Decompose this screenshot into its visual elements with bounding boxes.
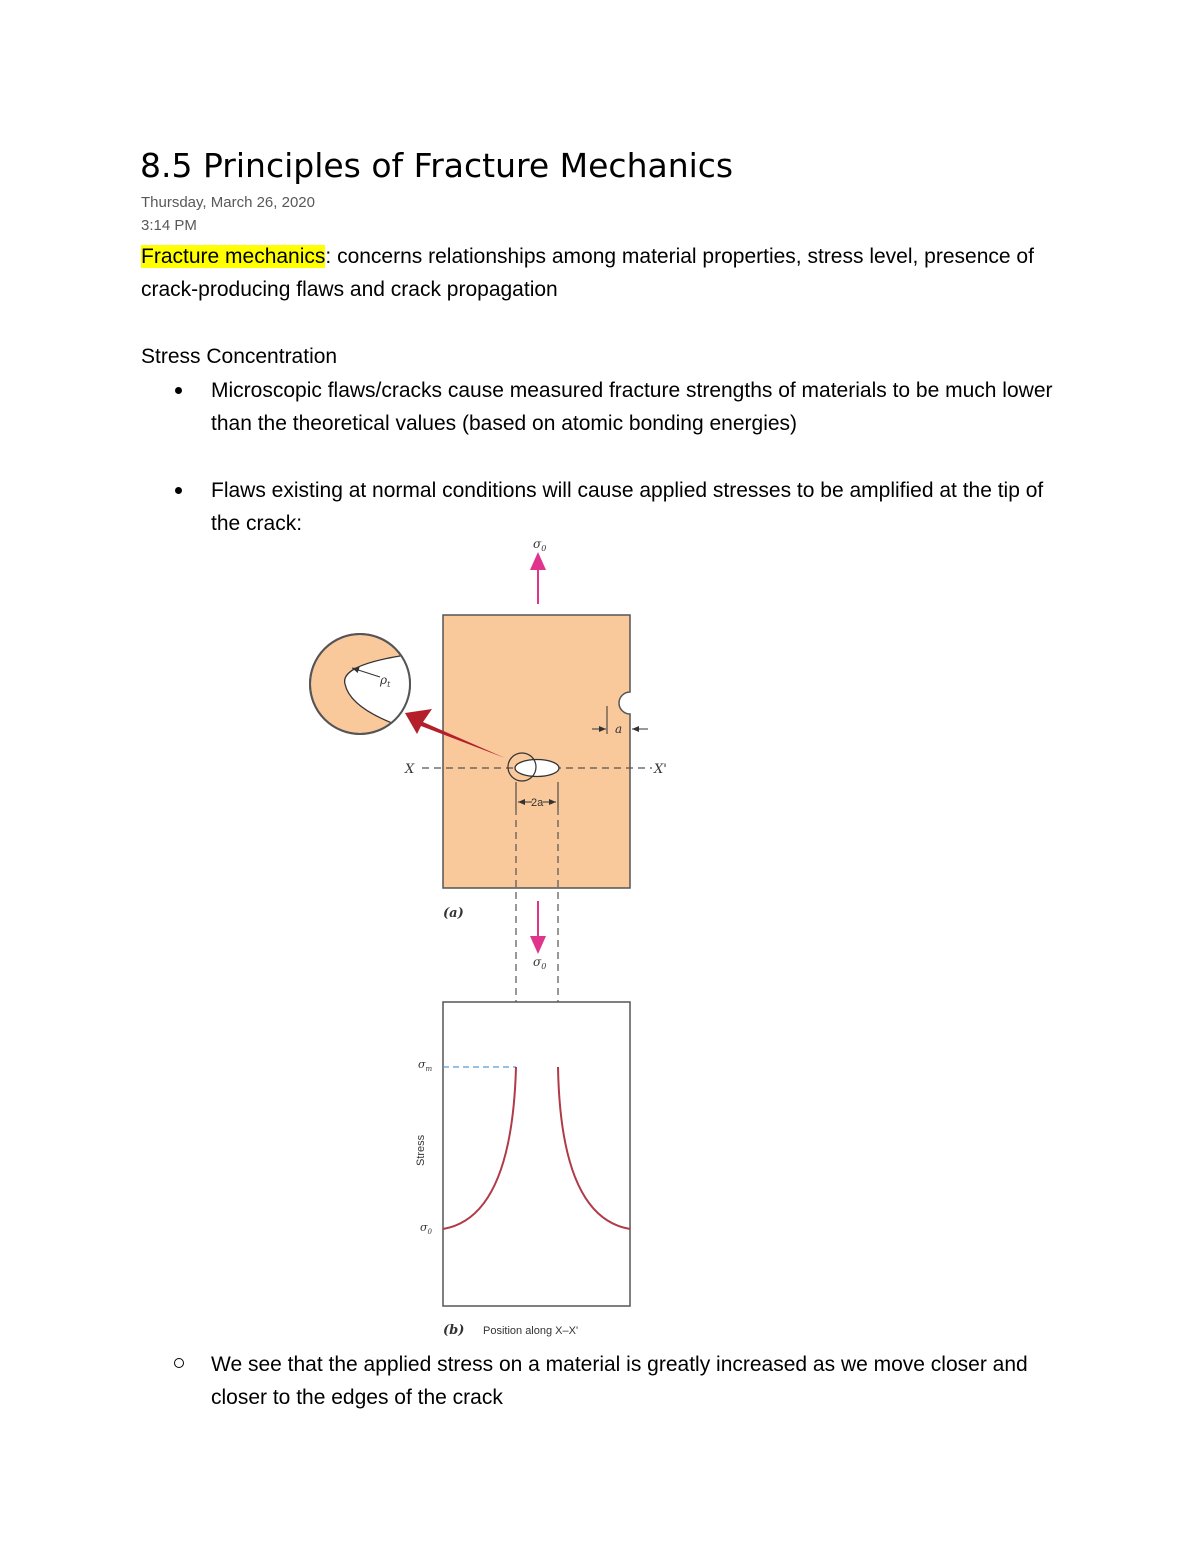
bullet-dot-icon: [170, 474, 190, 507]
plate-specimen: [443, 615, 630, 888]
sigma-m-label: $\sigma_m$: [418, 1058, 433, 1073]
bullet-text: Microscopic flaws/cracks cause measured fracture strengths of materials to be much lower than the theoretical values (based on atomic bonding energies): [211, 379, 1053, 435]
crack-tip-zoom-inset: [310, 634, 415, 736]
sigma0-top-label: $\sigma_0$: [533, 537, 547, 553]
bullet-circle-icon: [170, 1348, 190, 1381]
sigma0-bottom-label: $\sigma_0$: [533, 955, 547, 971]
stress-plot-frame: [443, 1002, 630, 1306]
y-axis-label: Stress: [415, 1134, 427, 1166]
rho-t-label: $\rho_t$: [380, 673, 391, 689]
page-title: 8.5 Principles of Fracture Mechanics: [140, 146, 734, 185]
bullet-dot-icon: [170, 374, 190, 407]
interior-crack: [515, 760, 559, 777]
a-label: a: [615, 722, 623, 736]
definition-paragraph: [141, 240, 1041, 306]
highlighted-term: Fracture mechanics: [141, 245, 326, 268]
panel-a-label: (a): [443, 906, 464, 921]
x-left-label: X: [405, 762, 415, 777]
stress-concentration-figure: [300, 536, 700, 1346]
section-heading: Stress Concentration: [141, 345, 338, 368]
page-date: Thursday, March 26, 2020: [141, 194, 315, 211]
sigma0-axis-label: $\sigma_0$: [420, 1221, 432, 1236]
panel-b-label: (b): [443, 1323, 465, 1338]
figure-svg: [300, 536, 700, 1346]
definition-text: : concerns relationships among material properties, stress level, presence of crack-producing flaws and crack propagation: [141, 245, 1034, 301]
bullet-text: Flaws existing at normal conditions will cause applied stresses to be amplified at the tip of the crack:: [211, 479, 1044, 535]
two-a-label: 2a: [531, 797, 544, 809]
x-right-label: X': [654, 762, 667, 777]
sub-bullet-text: We see that the applied stress on a material is greatly increased as we move closer and closer to the edges of the crack: [211, 1353, 1028, 1409]
page-time: 3:14 PM: [141, 217, 197, 234]
x-axis-label: Position along X–X': [483, 1325, 579, 1337]
